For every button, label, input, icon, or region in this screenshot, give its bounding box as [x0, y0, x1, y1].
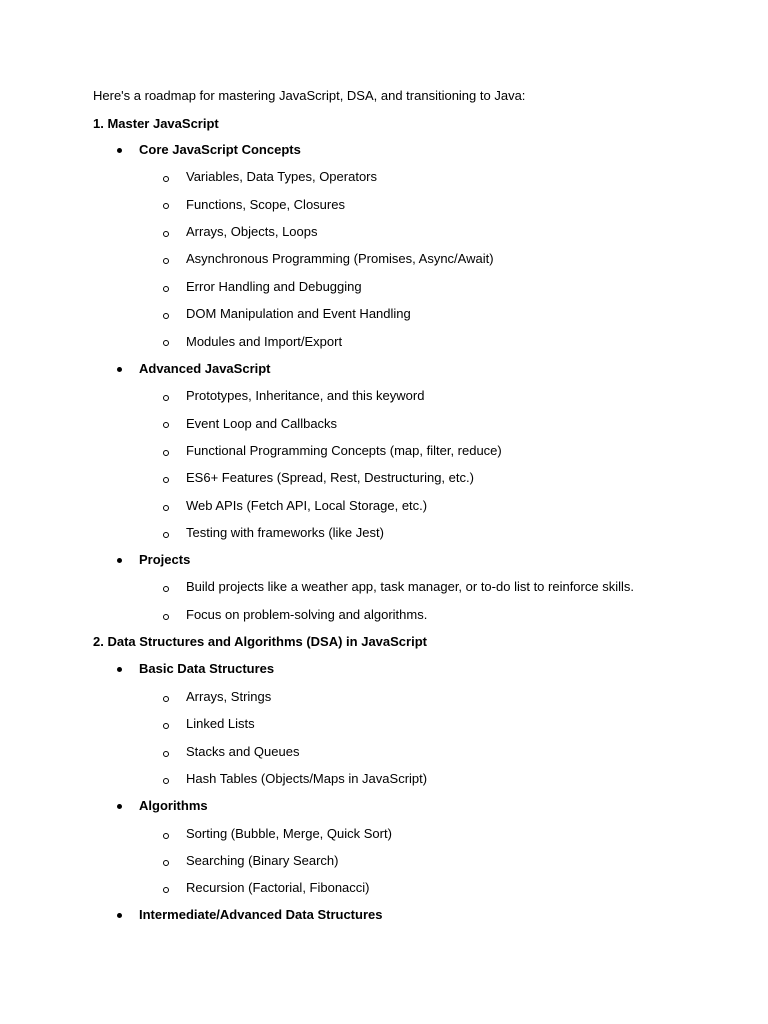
list-item: ES6+ Features (Spread, Rest, Destructuring, etc.) — [186, 470, 474, 485]
list-item: Linked Lists — [186, 716, 255, 731]
circle-bullet-icon — [163, 586, 169, 592]
list-item: Stacks and Queues — [186, 744, 300, 759]
section-heading: 1. Master JavaScript — [93, 116, 219, 131]
list-item: Modules and Import/Export — [186, 334, 343, 349]
circle-bullet-icon — [163, 231, 169, 237]
group-title: Core JavaScript Concepts — [139, 142, 301, 157]
circle-bullet-icon — [163, 696, 169, 702]
list-item: Variables, Data Types, Operators — [186, 169, 378, 184]
list-item: Functional Programming Concepts (map, filter, reduce) — [186, 443, 502, 458]
circle-bullet-icon — [163, 887, 169, 893]
list-item: Event Loop and Callbacks — [186, 416, 338, 431]
group-title: Basic Data Structures — [139, 661, 275, 676]
circle-bullet-icon — [163, 395, 169, 401]
circle-bullet-icon — [163, 505, 169, 511]
circle-bullet-icon — [163, 532, 169, 538]
list-item: Web APIs (Fetch API, Local Storage, etc.) — [186, 498, 428, 513]
list-item: Asynchronous Programming (Promises, Async/Await) — [186, 251, 494, 266]
bullet-icon — [117, 558, 122, 563]
bullet-icon — [117, 667, 122, 672]
circle-bullet-icon — [163, 778, 169, 784]
circle-bullet-icon — [163, 340, 169, 346]
circle-bullet-icon — [163, 176, 169, 182]
circle-bullet-icon — [163, 286, 169, 292]
circle-bullet-icon — [163, 477, 169, 483]
bullet-icon — [117, 367, 122, 372]
bullet-icon — [117, 804, 122, 809]
list-item: Hash Tables (Objects/Maps in JavaScript) — [186, 771, 428, 786]
bullet-icon — [117, 913, 122, 918]
circle-bullet-icon — [163, 614, 169, 620]
list-item: Functions, Scope, Closures — [186, 197, 345, 212]
list-item: Testing with frameworks (like Jest) — [186, 525, 384, 540]
circle-bullet-icon — [163, 833, 169, 839]
group-title: Projects — [139, 552, 191, 567]
list-item: Arrays, Objects, Loops — [186, 224, 318, 239]
circle-bullet-icon — [163, 751, 169, 757]
circle-bullet-icon — [163, 723, 169, 729]
list-item: Sorting (Bubble, Merge, Quick Sort) — [186, 826, 392, 841]
list-item: Arrays, Strings — [186, 689, 272, 704]
group-title: Advanced JavaScript — [139, 361, 271, 376]
circle-bullet-icon — [163, 860, 169, 866]
group-title: Intermediate/Advanced Data Structures — [139, 907, 383, 922]
circle-bullet-icon — [163, 203, 169, 209]
list-item: Build projects like a weather app, task manager, or to-do list to reinforce skills. — [186, 579, 634, 594]
circle-bullet-icon — [163, 450, 169, 456]
bullet-icon — [117, 148, 122, 153]
list-item: DOM Manipulation and Event Handling — [186, 306, 411, 321]
circle-bullet-icon — [163, 313, 169, 319]
circle-bullet-icon — [163, 258, 169, 264]
group-title: Algorithms — [139, 798, 208, 813]
section-heading: 2. Data Structures and Algorithms (DSA) in JavaScript — [93, 634, 427, 649]
list-item: Error Handling and Debugging — [186, 279, 362, 294]
list-item: Searching (Binary Search) — [186, 853, 339, 868]
circle-bullet-icon — [163, 422, 169, 428]
list-item: Prototypes, Inheritance, and this keyword — [186, 388, 425, 403]
intro-text: Here's a roadmap for mastering JavaScript, DSA, and transitioning to Java: — [93, 88, 526, 103]
list-item: Focus on problem-solving and algorithms. — [186, 607, 428, 622]
list-item: Recursion (Factorial, Fibonacci) — [186, 880, 370, 895]
